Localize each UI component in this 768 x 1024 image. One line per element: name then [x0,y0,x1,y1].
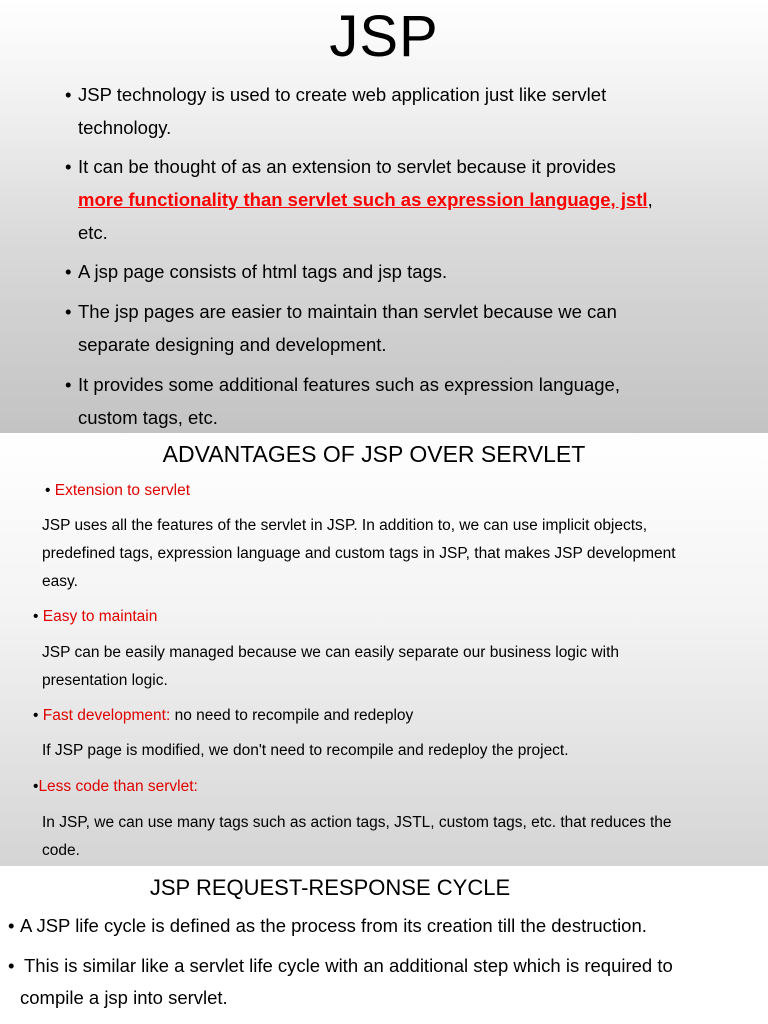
bullet-dot: • [65,374,72,395]
bullet-text: technology. [78,117,172,138]
slide-jsp-intro [0,0,768,433]
bullet-dot: • [8,955,15,976]
bullet-dot: • [33,608,39,625]
emphasized-text: more functionality than servlet such as expression language, jstl [78,189,648,210]
bullet-dot: • [33,778,39,795]
bullet-text: separate designing and development. [78,334,387,355]
bullet-text: compile a jsp into servlet. [20,987,228,1008]
advantage-heading: • Extension to servlet [45,482,191,499]
advantage-heading: • Fast development: no need to recompile and redeploy [33,707,414,724]
bullet-item [8,910,760,942]
bullet-item [65,295,758,361]
bullet-item [65,368,758,433]
bullet-text: This is similar like a servlet life cycle with an additional step which is required to [24,955,673,976]
bullet-dot: • [8,915,15,936]
advantage-description: JSP uses all the features of the servlet in JSP. In addition to, we can use implicit objects, predefined tags, expression language and custom tags in JSP, that makes JSP development easy. [42,517,676,590]
bullet-text: JSP technology is used to create web application just like servlet [78,84,607,105]
bullet-dot: • [65,156,72,177]
slide-request-response-cycle [0,866,768,1024]
bullet-text: etc. [78,222,108,243]
bullet-dot: • [33,707,39,724]
advantage-heading: • Easy to maintain [33,608,158,625]
slide-title: ADVANTAGES OF JSP OVER SERVLET [162,441,586,467]
advantage-description: In JSP, we can use many tags such as action tags, JSTL, custom tags, etc. that reduces the code. [42,814,672,859]
slide-title: JSP [329,4,439,69]
bullet-item [65,150,758,249]
bullet-text: , [647,189,653,210]
bullet-text: custom tags, etc. [78,407,218,428]
bullet-dot: • [65,261,72,282]
advantage-description: If JSP page is modified, we don't need to recompile and redeploy the project. [42,742,569,759]
bullet-dot: • [45,482,51,499]
bullet-text: The jsp pages are easier to maintain than servlet because we can [78,301,617,322]
bullet-text: It provides some additional features such as expression language, [78,374,620,395]
bullet-text: It can be thought of as an extension to servlet because it provides [78,156,616,177]
bullet-item [65,78,758,144]
bullet-text: A jsp page consists of html tags and jsp tags. [78,261,448,282]
advantage-heading: •Less code than servlet: [33,778,198,795]
slide-advantages [0,433,768,866]
bullet-item [65,255,758,288]
bullet-dot: • [65,84,72,105]
bullet-text: A JSP life cycle is defined as the process from its creation till the destruction. [20,915,647,936]
bullet-dot: • [65,301,72,322]
advantage-description: JSP can be easily managed because we can easily separate our business logic with presentation logic. [42,644,619,689]
bullet-item [8,950,760,1014]
slide-title: JSP REQUEST-RESPONSE CYCLE [149,875,511,900]
